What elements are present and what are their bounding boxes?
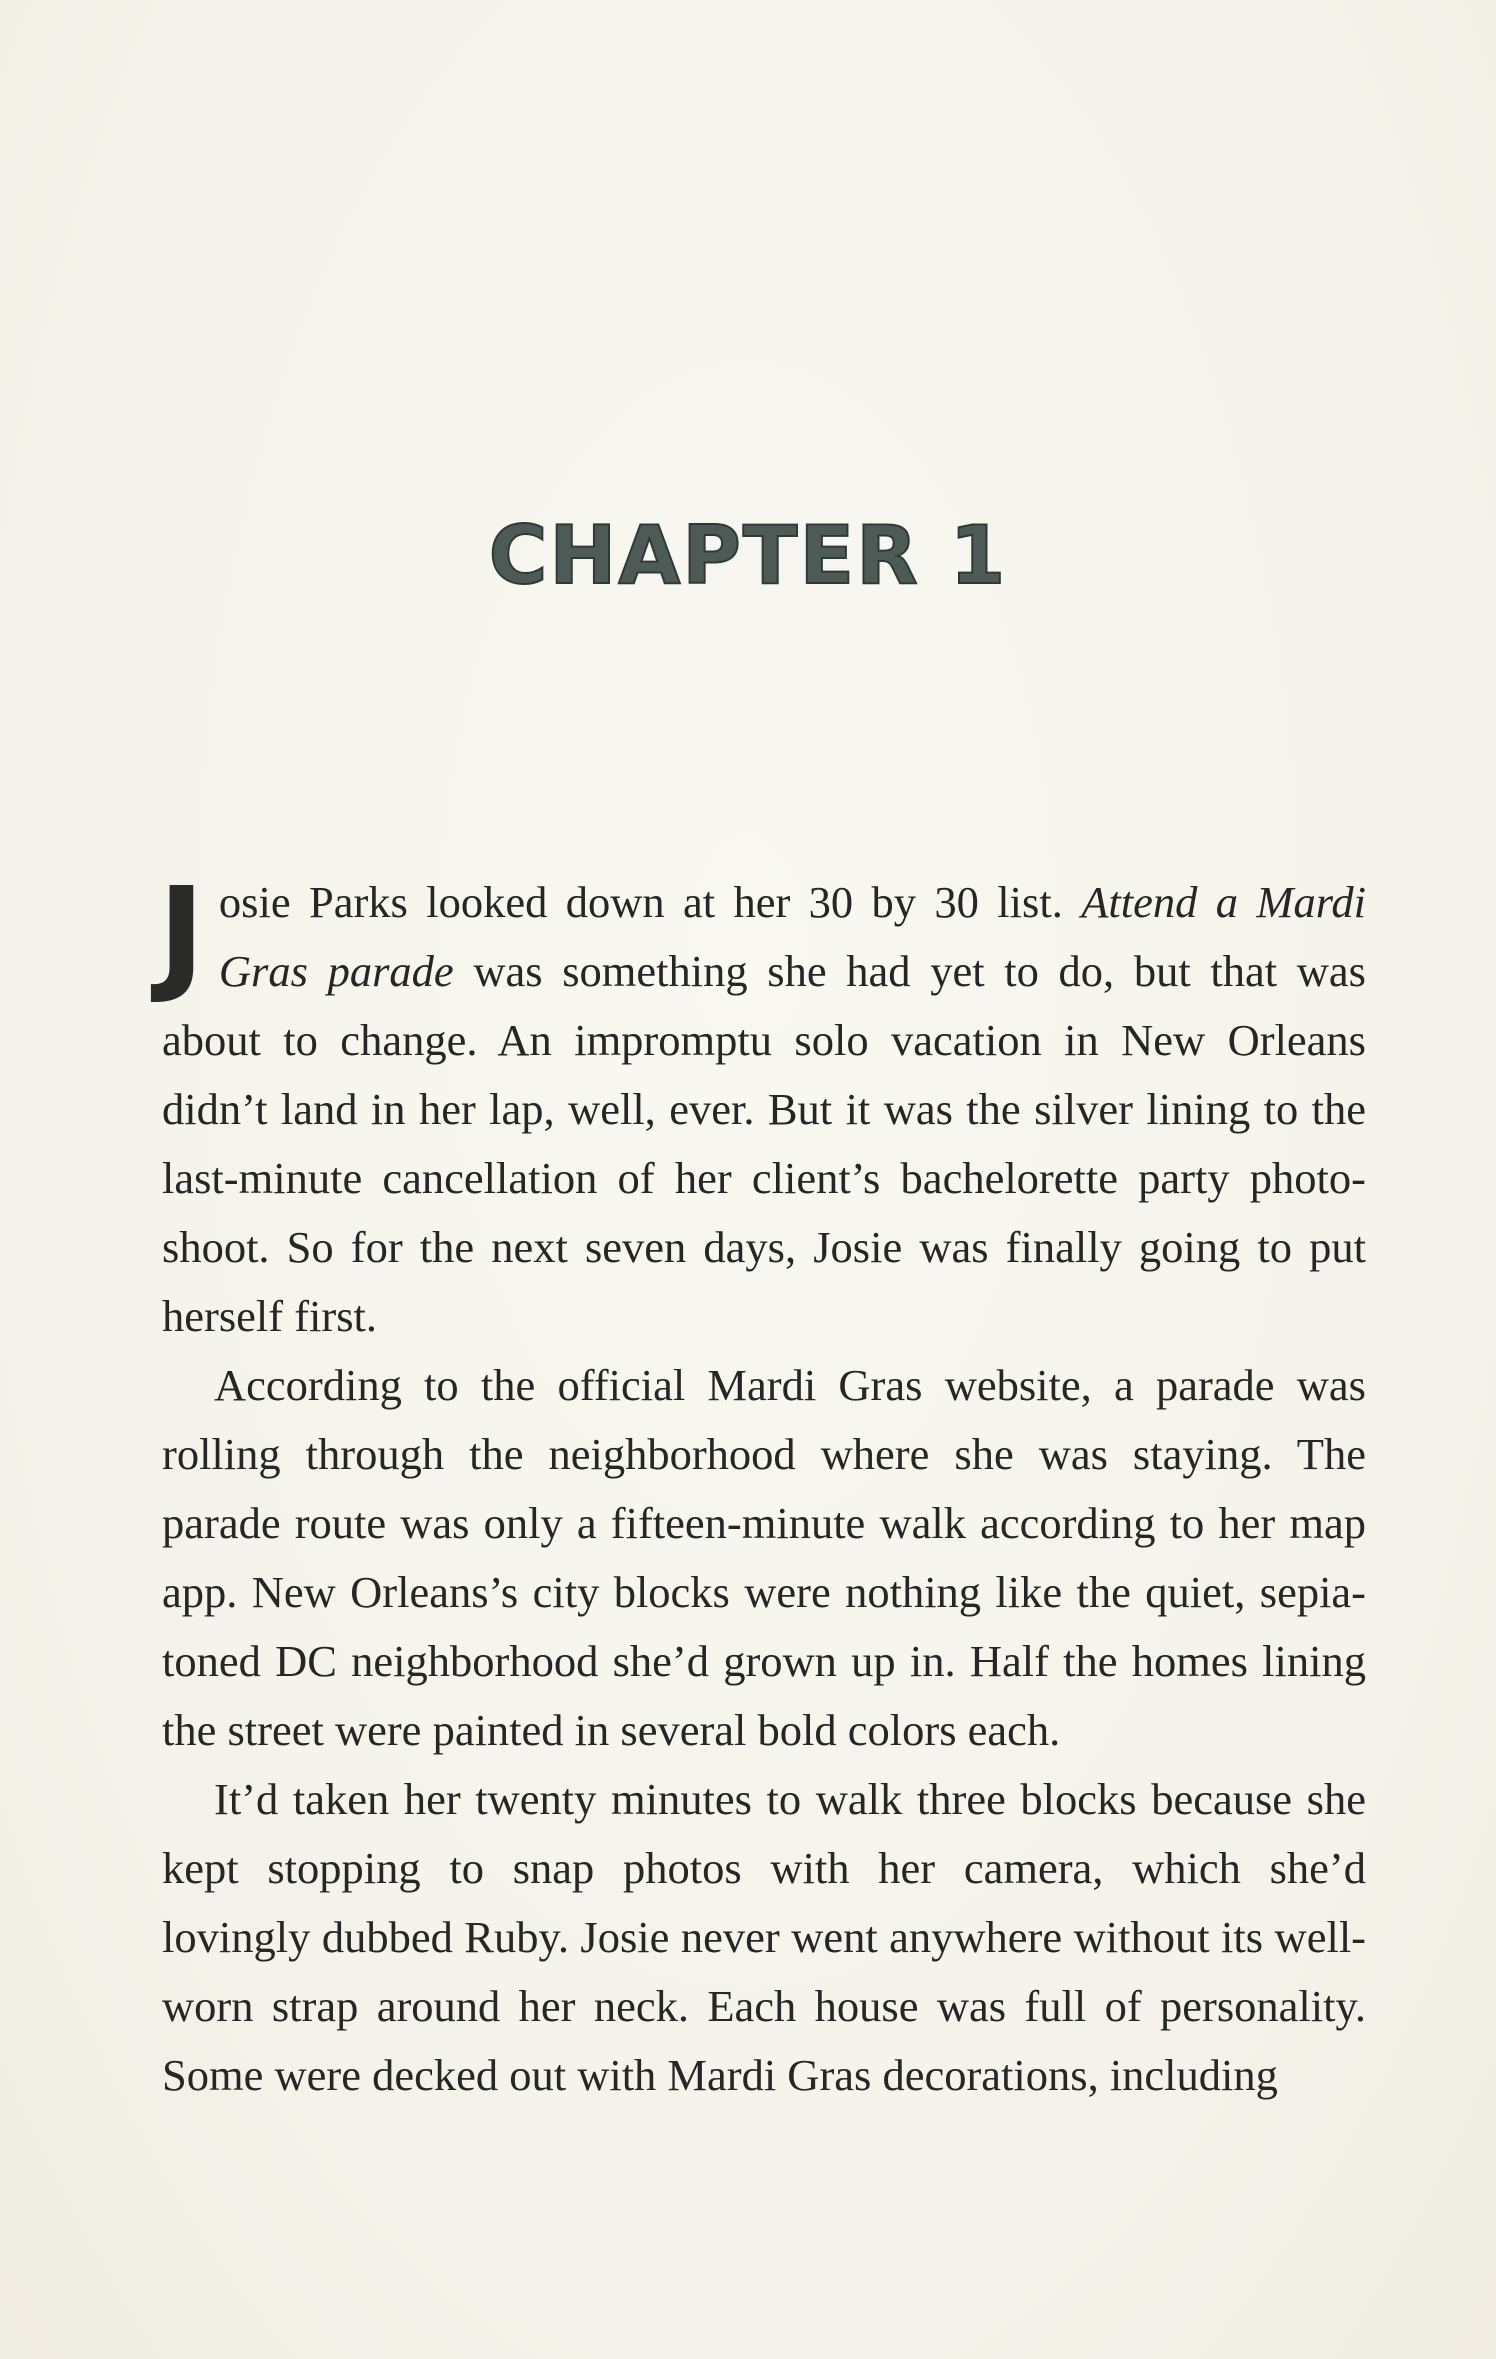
- paragraph-1: [158, 860, 1366, 1351]
- chapter-heading: CHAPTER 1: [488, 509, 1008, 602]
- paragraph-3: It’d taken her twenty minutes to walk three blocks because she kept stopping to snap photos with her camera, which she’d lovingly dubbed Ruby. Josie never went anywhere without its well-worn strap around her neck. Each house was full of personality. Some were decked out with Mardi Gras decorations, including: [162, 1774, 1366, 2100]
- drop-cap: J: [158, 860, 205, 1007]
- paragraph-1-rest: was something she had yet to do, but that was about to change. An impromptu solo vacation in New Orleans didn’t land in her lap, well, ever. But it was the silver lining to the last-minute cancellation of her client’s bachelorette party photo-shoot. So for the next seven days, Josie was finally going to put herself first.: [162, 946, 1366, 1341]
- paragraph-1-lead: osie Parks looked down at her 30 by 30 list.: [218, 877, 1082, 927]
- paragraph-2: According to the official Mardi Gras website, a parade was rolling through the neighborhood where she was staying. The parade route was only a fifteen-minute walk according to her map app. New Orleans’s city blocks were nothing like the quiet, sepia-toned DC neighborhood she’d grown up in. Half the homes lining the street were painted in several bold colors each.: [162, 1360, 1366, 1755]
- paragraph-1-italic: Attend a Mardi Gras parade: [218, 877, 1366, 996]
- chapter-body: [158, 860, 1366, 2110]
